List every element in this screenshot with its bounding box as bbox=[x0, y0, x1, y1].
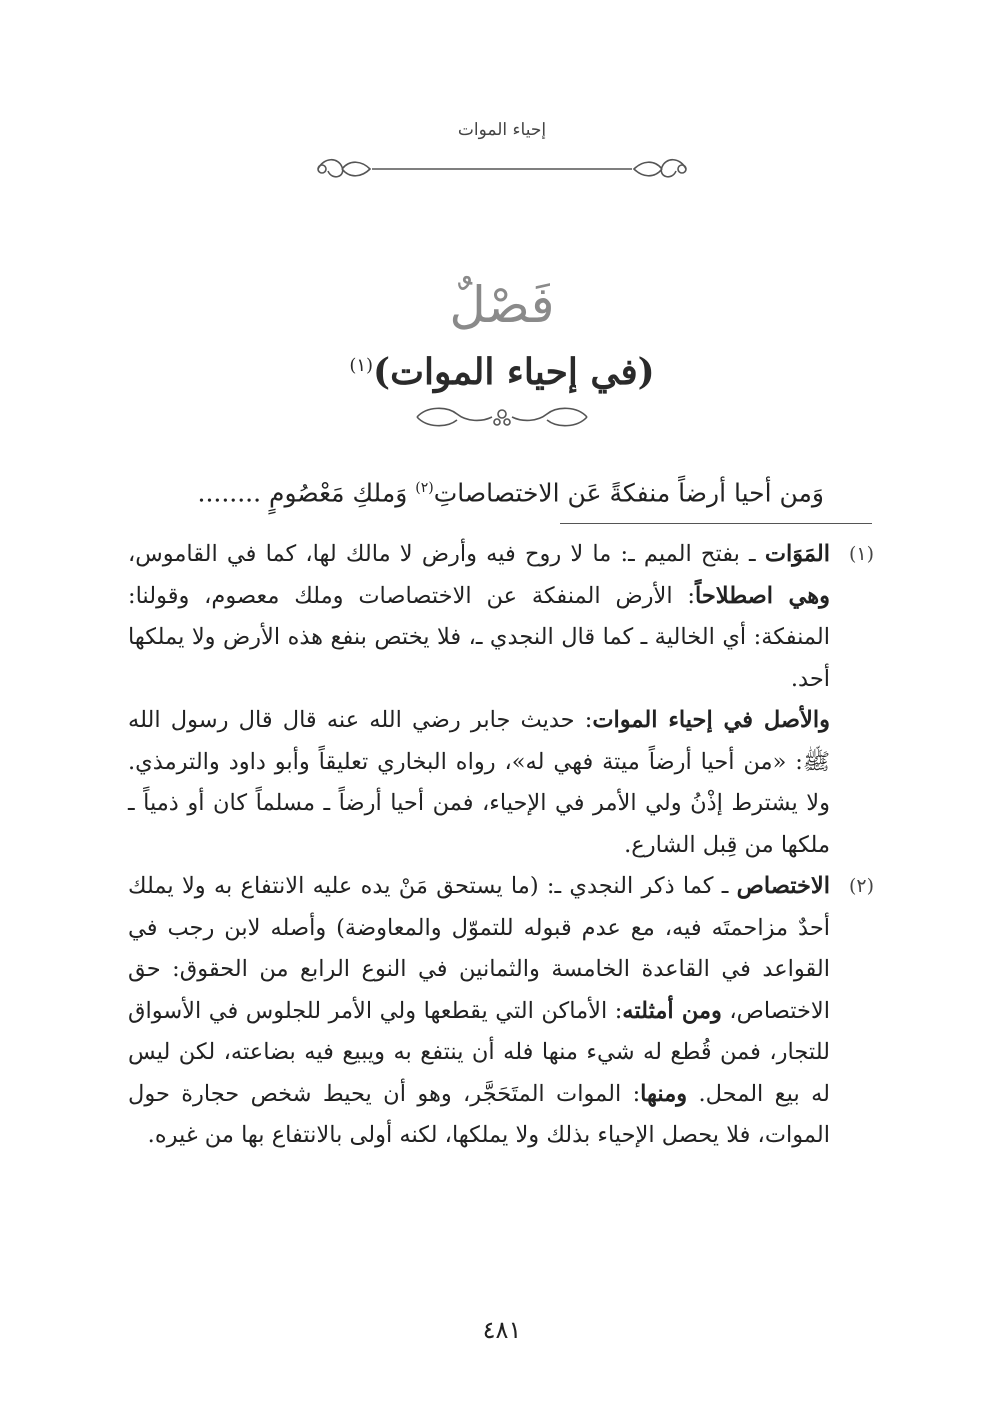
footnote-ref-2: (٢) bbox=[415, 480, 434, 496]
page-number: ٤٨١ bbox=[482, 1316, 522, 1344]
footnote-2-term: الاختصاص bbox=[736, 873, 830, 899]
running-header bbox=[0, 116, 1004, 176]
chapter-heading bbox=[0, 270, 1004, 432]
running-header-title: إحياء الموات bbox=[457, 120, 547, 140]
footnote-2-paragraph bbox=[128, 866, 830, 1157]
footnote-1-paragraph-2 bbox=[128, 700, 830, 866]
footnote-1-term-3: والأصل في إحياء الموات bbox=[592, 707, 830, 733]
footnote-1-text-b: : الأرض المنفكة عن الاختصاصات وملك معصوم، وقولنا: المنفكة: أي الخالية ـ كما قال النجدي ـ، فلا يختص بنفع هذه الأرض ولا يملكها أحد. bbox=[128, 582, 830, 692]
chapter-subtitle bbox=[0, 340, 1004, 398]
footnote-1-number: (١) bbox=[848, 543, 874, 565]
main-text-part1: وَمن أحيا أرضاً منفكةً عَن الاختصاصاتِ bbox=[433, 478, 824, 508]
footnote-1-text-c: : حديث جابر رضي الله عنه قال قال رسول الله ﷺ: «من أحيا أرضاً ميتة فهي له»، رواه البخاري تعليقاً وأبو داود والترمذي. ولا يشترط إذْنُ ولي الأمر في الإحياء، فمن أحيا أرضاً ـ مسلماً كان أو ذمياً ـ ملكها من قِبل الشارع. bbox=[128, 707, 830, 858]
footnote-2-text-a: ـ كما ذكر النجدي ـ: (ما يستحق مَنْ يده عليه الانتفاع به ولا يملك أحدٌ مزاحمتَه فيه، مع عدم قبوله للتموّل والمعاوضة) وأصله لابن رجب في القواعد في القاعدة الخامسة والثمانين في النوع الرابع من الحقوق: حق الاختصاص، bbox=[128, 873, 830, 1024]
footnote-2-number: (٢) bbox=[848, 875, 874, 897]
footnote-2 bbox=[128, 866, 874, 1157]
footnote-separator bbox=[560, 523, 872, 524]
footnote-ref-1: (١) bbox=[349, 355, 374, 376]
main-text-line bbox=[134, 462, 824, 519]
chapter-ornament-icon bbox=[407, 402, 597, 432]
main-text-part2: وَملكِ مَعْصُومٍ ........ bbox=[197, 478, 416, 508]
footnote-1-text-a: ـ بفتح الميم ـ: ما لا روح فيه وأرض لا مالك لها، كما في القاموس، bbox=[128, 541, 765, 567]
footnote-1-paragraph-1 bbox=[128, 534, 830, 700]
footnote-2-term-3: ومنها bbox=[640, 1080, 688, 1107]
footnote-2-text-c: : الموات المتَحَجَّر، وهو أن يحيط شخص حجارة حول الموات، فلا يحصل الإحياء بذلك ولا يملكها، لكنه أولى بالانتفاع بها من غيره. bbox=[128, 1080, 830, 1148]
footnotes bbox=[128, 534, 874, 1157]
footnote-2-text-b: : الأماكن التي يقطعها ولي الأمر للجلوس في الأسواق للتجار، فمن قُطع له شيء منها فله أن ينتفع به ويبيع فيه بضاعته، لكن ليس له بيع المحل. bbox=[128, 997, 830, 1107]
footnote-2-term-2: ومن أمثلته bbox=[622, 997, 722, 1024]
footnote-1-term-2: وهي اصطلاحاً bbox=[695, 582, 830, 609]
footnote-1-term: المَوَات bbox=[764, 541, 830, 567]
chapter-subtitle-text: (في إحياء الموات) bbox=[373, 351, 655, 393]
chapter-word: فَصْلٌ bbox=[449, 276, 555, 334]
header-ornament-rule bbox=[0, 149, 1004, 189]
footnote-1 bbox=[128, 534, 874, 866]
